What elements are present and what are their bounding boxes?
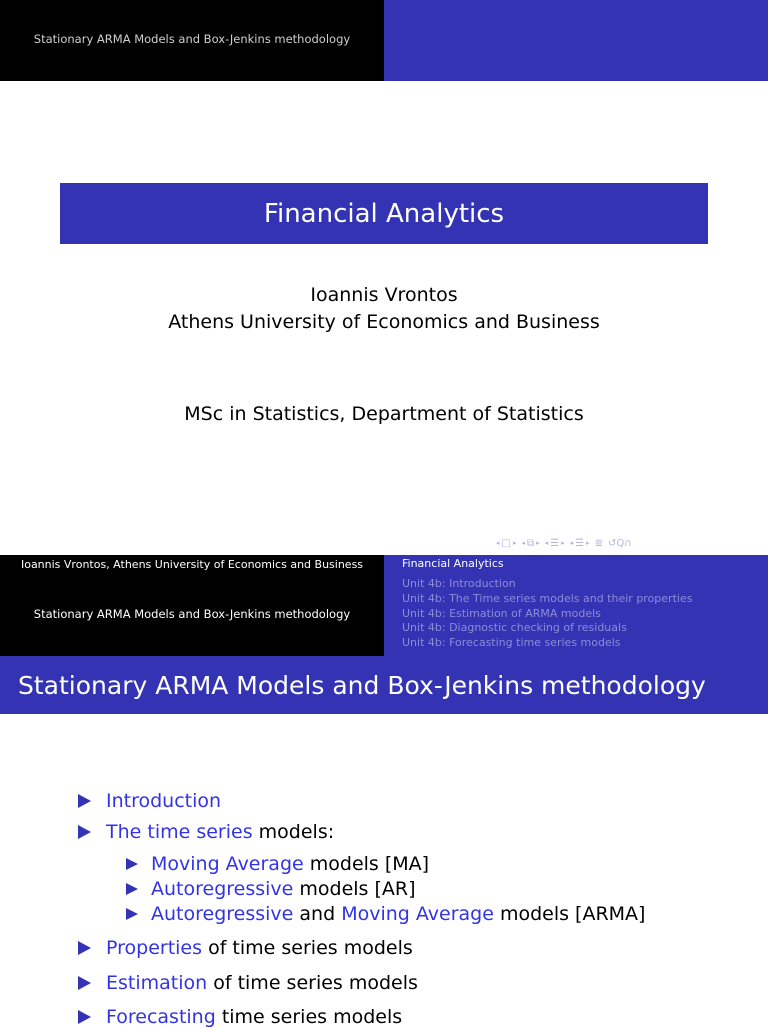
nav-right-icon[interactable]: ▸ <box>536 539 540 547</box>
item-text: models [MA] <box>303 853 430 875</box>
unit-link-introduction[interactable]: Unit 4b: Introduction <box>402 577 516 590</box>
time-series-link[interactable]: The time series <box>106 821 253 843</box>
presentation-title: Financial Analytics <box>263 198 505 229</box>
align-icon[interactable]: ≣ <box>594 537 604 549</box>
nav-right-icon[interactable]: ▸ <box>561 539 565 547</box>
program-department: MSc in Statistics, Department of Statistics <box>184 403 584 425</box>
properties-link[interactable]: Properties <box>106 937 203 959</box>
title-box <box>60 183 708 244</box>
part-icon[interactable]: ☰ <box>575 537 585 549</box>
unit-navigation-list <box>402 577 692 651</box>
item-text: models [ARMA] <box>493 903 646 925</box>
search-icon[interactable]: ↺Q∩ <box>608 537 632 549</box>
sub-item-ar <box>126 878 416 900</box>
header-course-title: Financial Analytics <box>402 557 504 570</box>
estimation-link[interactable]: Estimation <box>106 972 208 994</box>
item-text: models: <box>252 821 335 843</box>
item-text: and <box>293 903 342 925</box>
nav-left-icon[interactable]: ◂ <box>544 539 549 547</box>
list-item-estimation <box>78 972 418 994</box>
bullet-triangle-icon <box>126 883 138 895</box>
sub-item-ma <box>126 853 429 875</box>
item-text: of time series models <box>202 937 413 959</box>
item-text: of time series models <box>207 972 418 994</box>
bullet-triangle-icon <box>78 825 91 839</box>
bullet-triangle-icon <box>126 908 138 920</box>
unit-link-diagnostic-checking[interactable]: Unit 4b: Diagnostic checking of residuals <box>402 621 627 635</box>
bullet-triangle-icon <box>78 1010 91 1024</box>
subsection-icon[interactable]: ⧉ <box>527 537 535 549</box>
moving-average-link[interactable]: Moving Average <box>341 903 494 925</box>
section-icon[interactable]: ☰ <box>550 537 560 549</box>
nav-frame-group[interactable] <box>496 538 516 549</box>
unit-link-time-series-models[interactable]: Unit 4b: The Time series models and their properties <box>402 591 693 605</box>
frame-title: Stationary ARMA Models and Box-Jenkins methodology <box>18 671 706 700</box>
autoregressive-link[interactable]: Autoregressive <box>151 903 294 925</box>
slide1-header-right <box>384 0 768 81</box>
introduction-link[interactable]: Introduction <box>106 790 222 812</box>
header-subtitle: Stationary ARMA Models and Box-Jenkins methodology <box>33 607 351 621</box>
sub-item-arma <box>126 903 645 925</box>
beamer-navigation <box>496 536 632 550</box>
nav-part-group[interactable] <box>570 538 590 549</box>
nav-section-group[interactable] <box>545 538 565 549</box>
header-author: Ioannis Vrontos, Athens University of Economics and Business <box>20 558 364 571</box>
list-item-properties <box>78 937 413 959</box>
nav-right-icon[interactable]: ▸ <box>586 539 590 547</box>
moving-average-link[interactable]: Moving Average <box>151 853 304 875</box>
nav-left-icon[interactable]: ◂ <box>521 539 525 547</box>
unit-link-forecasting[interactable]: Unit 4b: Forecasting time series models <box>402 636 621 650</box>
bullet-triangle-icon <box>78 941 91 955</box>
bullet-triangle-icon <box>78 794 91 808</box>
slide1-header-title: Stationary ARMA Models and Box-Jenkins methodology <box>33 32 351 46</box>
autoregressive-link[interactable]: Autoregressive <box>151 878 294 900</box>
nav-left-icon[interactable]: ◂ <box>496 539 500 547</box>
forecasting-link[interactable]: Forecasting <box>106 1006 216 1028</box>
bullet-triangle-icon <box>126 858 138 870</box>
bullet-triangle-icon <box>78 976 91 990</box>
nav-subsection-group[interactable] <box>521 538 539 549</box>
list-item-time-series-models <box>78 821 334 843</box>
item-text: time series models <box>215 1006 403 1028</box>
unit-link-estimation[interactable]: Unit 4b: Estimation of ARMA models <box>402 606 601 620</box>
nav-right-icon[interactable]: ▸ <box>512 539 517 547</box>
frame-icon[interactable]: □ <box>501 537 511 549</box>
author-name: Ioannis Vrontos <box>310 284 458 306</box>
nav-left-icon[interactable]: ◂ <box>569 539 574 547</box>
list-item-introduction <box>78 790 221 812</box>
item-text: models [AR] <box>293 878 416 900</box>
institution: Athens University of Economics and Business <box>168 311 600 333</box>
list-item-forecasting <box>78 1006 402 1028</box>
